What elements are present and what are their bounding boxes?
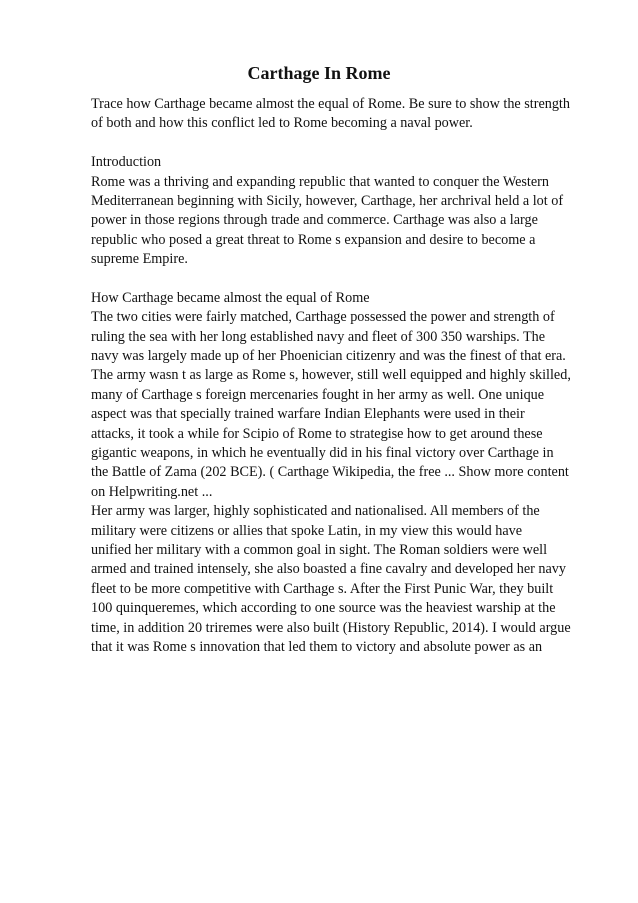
section-line: aspect was that specially trained warfare Indian Elephants were used in their <box>91 406 525 423</box>
section-line: Her army was larger, highly sophisticated and nationalised. All members of the <box>91 503 540 520</box>
section-line: attacks, it took a while for Scipio of Rome to strategise how to get around these <box>91 425 543 442</box>
intro-line: Mediterranean beginning with Sicily, however, Carthage, her archrival held a lot of <box>91 192 564 209</box>
document-title: Carthage In Rome <box>247 63 391 83</box>
section-line: fleet to be more competitive with Carthage s. After the First Punic War, they built <box>91 580 554 597</box>
section-line: armed and trained intensely, she also boasted a fine cavalry and developed her navy <box>91 561 566 578</box>
section-line: ruling the sea with her long established navy and fleet of 300 350 warships. The <box>91 328 546 345</box>
section-line: The two cities were fairly matched, Carthage possessed the power and strength of <box>91 309 555 326</box>
section-line: The army wasn t as large as Rome s, however, still well equipped and highly skilled, <box>91 367 571 384</box>
section-line: navy was largely made up of her Phoenician citizenry and was the finest of that era. <box>91 348 566 365</box>
paragraph-gap <box>91 270 561 289</box>
section-heading: How Carthage became almost the equal of Rome <box>91 289 370 306</box>
section-line: gigantic weapons, in which he eventually did in his final victory over Carthage in <box>91 445 554 462</box>
section-line: the Battle of Zama (202 BCE). ( Carthage Wikipedia, the free ... Show more content <box>91 464 569 481</box>
section-line: on Helpwriting.net ... <box>91 483 213 500</box>
paragraph-gap <box>91 134 561 153</box>
prompt-line: Trace how Carthage became almost the equal of Rome. Be sure to show the strength <box>91 96 570 112</box>
prompt-line: of both and how this conflict led to Rome becoming a naval power. <box>91 115 473 132</box>
section-line: many of Carthage s foreign mercenaries fought in her army as well. One unique <box>91 386 545 403</box>
document-body <box>91 95 571 657</box>
intro-line: supreme Empire. <box>91 251 188 268</box>
intro-heading: Introduction <box>91 154 162 171</box>
intro-line: power in those regions through trade and commerce. Carthage was also a large <box>91 212 538 229</box>
section-line: that it was Rome s innovation that led them to victory and absolute power as an <box>91 638 543 655</box>
intro-line: Rome was a thriving and expanding republic that wanted to conquer the Western <box>91 173 549 190</box>
section-line: 100 quinqueremes, which according to one source was the heaviest warship at the <box>91 600 556 617</box>
intro-line: republic who posed a great threat to Rome s expansion and desire to become a <box>91 231 536 248</box>
section-line: military were citizens or allies that spoke Latin, in my view this would have <box>91 522 523 539</box>
section-line: unified her military with a common goal in sight. The Roman soldiers were well <box>91 541 548 558</box>
section-line: time, in addition 20 triremes were also built (History Republic, 2014). I would argue <box>91 619 571 636</box>
